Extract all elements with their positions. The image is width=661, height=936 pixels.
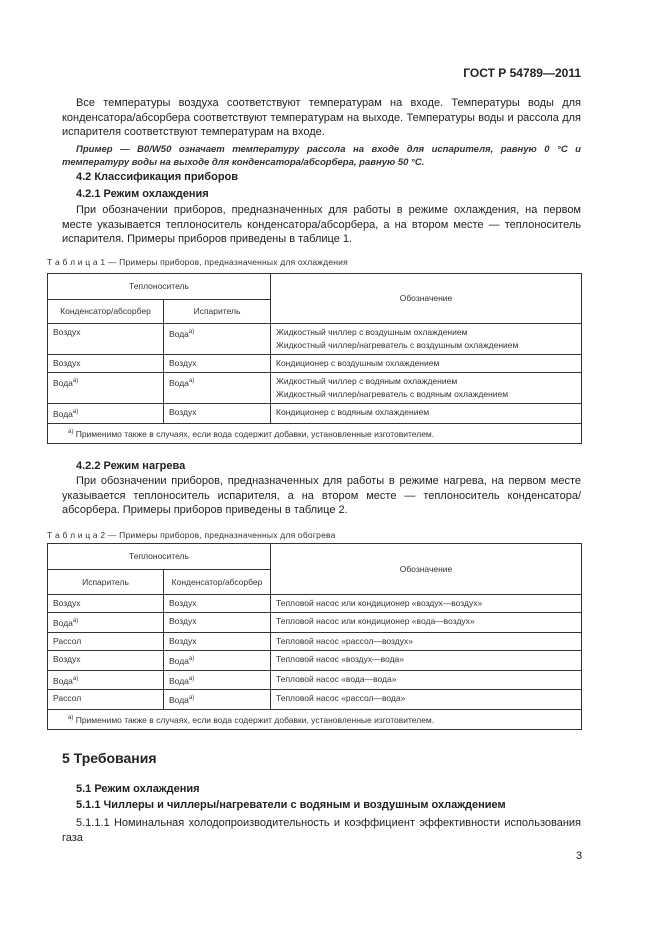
cell-evaporator xyxy=(164,404,271,424)
table-2 xyxy=(47,543,582,730)
cell-condenser xyxy=(164,690,271,710)
heading-4-2: 4.2 Классификация приборов xyxy=(76,171,239,183)
footnote-text: Применимо также в случаях, если вода содержит добавки, установленные изготовителем. xyxy=(75,715,435,726)
cell-condenser xyxy=(164,632,271,650)
designation-line: Кондиционер с водяным охлаждением xyxy=(276,407,430,417)
cell-condenser xyxy=(48,404,164,424)
cell-text: Вода xyxy=(53,617,73,628)
footnote-ref: а) xyxy=(188,329,195,335)
cell-designation xyxy=(271,373,582,404)
cell-condenser xyxy=(48,373,164,404)
header-col2: Конденсатор/абсорбер xyxy=(164,570,271,595)
footnote-ref: а) xyxy=(188,695,195,702)
table-1 xyxy=(47,273,582,444)
cell-evaporator xyxy=(48,595,164,613)
cell-condenser xyxy=(48,324,164,355)
cell-evaporator xyxy=(48,670,164,690)
footnote-ref: а) xyxy=(188,655,195,662)
heading-5-1-1: 5.1.1 Чиллеры и чиллеры/нагреватели с водяным и воздушным охлаждением xyxy=(76,799,506,811)
paragraph: При обозначении приборов, предназначенных для работы в режиме нагрева, на первом месте указывается теплоноситель испарителя, а на втором месте — теплоноситель конденсатора/абсорбера. Примеры приборов приведены в таблице 2. xyxy=(62,475,581,516)
designation-line: Кондиционер с воздушным охлаждением xyxy=(276,358,440,368)
cell-text: Вода xyxy=(53,377,73,388)
footnote-mark: а) xyxy=(68,715,74,722)
cell-condenser xyxy=(48,355,164,373)
cell-designation: Тепловой насос «воздух—вода» xyxy=(271,650,582,670)
cell-evaporator xyxy=(48,650,164,670)
cell-text: Воздух xyxy=(169,635,197,646)
cell-evaporator xyxy=(48,632,164,650)
table-row xyxy=(48,373,582,404)
table-row xyxy=(48,690,582,710)
cell-text: Вода xyxy=(169,377,189,388)
footnote-ref: а) xyxy=(72,675,79,682)
cell-condenser xyxy=(164,670,271,690)
cell-text: Воздух xyxy=(169,616,197,626)
table-row xyxy=(48,632,582,650)
footnote-ref: а) xyxy=(188,675,195,682)
cell-text: Вода xyxy=(53,675,73,686)
footnote-ref: а) xyxy=(72,618,79,624)
header-designation: Обозначение xyxy=(271,274,582,324)
table2-caption: Т а б л и ц а 2 — Примеры приборов, предназначенных для обогрева xyxy=(47,530,336,540)
cell-designation xyxy=(271,404,582,424)
cell-text: Вода xyxy=(169,695,189,706)
footnote-mark: а) xyxy=(68,428,74,435)
cell-designation: Тепловой насос «рассол—воздух» xyxy=(271,632,582,650)
document-header: ГОСТ Р 54789—2011 xyxy=(463,66,581,80)
table-footnote xyxy=(48,423,582,443)
header-group: Теплоноситель xyxy=(48,544,271,570)
designation-line: Жидкостный чиллер/нагреватель с воздушным охлаждением xyxy=(276,340,519,350)
header-designation: Обозначение xyxy=(271,544,582,595)
cell-text: Воздух xyxy=(53,653,81,664)
designation-line: Жидкостный чиллер с водяным охлаждением xyxy=(276,376,458,386)
cell-designation xyxy=(271,355,582,373)
table-row xyxy=(48,404,582,424)
table-row xyxy=(48,613,582,633)
cell-text: Вода xyxy=(53,408,73,419)
cell-designation: Тепловой насос или кондиционер «воздух—воздух» xyxy=(271,595,582,613)
example-note: Пример — B0/W50 означает температуру рассола на входе для испарителя, равную 0 °С и температуру воды на выходе для конденсатора/абсорбера, равную 50 °С. xyxy=(62,144,581,168)
cell-condenser xyxy=(164,650,271,670)
table-row xyxy=(48,595,582,613)
table-row xyxy=(48,355,582,373)
table-footnote xyxy=(48,710,582,730)
cell-text: Воздух xyxy=(53,598,81,608)
heading-4-2-2: 4.2.2 Режим нагрева xyxy=(76,460,186,472)
cell-designation: Тепловой насос «вода—вода» xyxy=(271,670,582,690)
cell-text: Рассол xyxy=(53,635,82,646)
cell-text: Воздух xyxy=(53,327,81,337)
cell-condenser xyxy=(164,613,271,633)
page-number: 3 xyxy=(576,850,583,862)
cell-text: Вода xyxy=(169,328,189,339)
header-col1: Испаритель xyxy=(48,570,164,595)
header-group: Теплоноситель xyxy=(48,274,271,300)
footnote-ref: а) xyxy=(72,409,79,415)
cell-text: Воздух xyxy=(169,407,197,417)
cell-evaporator xyxy=(164,373,271,404)
footnote-text: Применимо также в случаях, если вода содержит добавки, установленные изготовителем. xyxy=(75,428,435,439)
heading-4-2-1: 4.2.1 Режим охлаждения xyxy=(76,188,209,200)
table-row xyxy=(48,324,582,355)
table-row xyxy=(48,650,582,670)
cell-designation xyxy=(271,324,582,355)
cell-condenser xyxy=(164,595,271,613)
cell-text: Вода xyxy=(169,655,189,666)
cell-designation: Тепловой насос или кондиционер «вода—воздух» xyxy=(271,613,582,633)
table-row xyxy=(48,670,582,690)
paragraph: Все температуры воздуха соответствуют температурам на входе. Температуры воды для конденсатора/абсорбера соответствуют температурам на выходе. Температуры воды и рассола для испарителя соответствуют температурам на входе. xyxy=(62,97,581,138)
paragraph: При обозначении приборов, предназначенных для работы в режиме охлаждения, на первом месте указывается теплоноситель конденсатора/абсорбера, а на втором месте — теплоноситель испарителя. Примеры приборов приведены в таблице 1. xyxy=(62,204,581,245)
table1-caption: Т а б л и ц а 1 — Примеры приборов, предназначенных для охлаждения xyxy=(47,257,348,267)
designation-line: Жидкостный чиллер с воздушным охлаждением xyxy=(276,327,468,337)
cell-evaporator xyxy=(48,690,164,710)
cell-text: Вода xyxy=(169,675,189,686)
cell-text: Рассол xyxy=(53,693,82,704)
cell-evaporator xyxy=(48,613,164,633)
cell-text: Воздух xyxy=(169,358,197,368)
heading-5-1: 5.1 Режим охлаждения xyxy=(76,783,200,795)
header-col1: Конденсатор/абсорбер xyxy=(48,300,164,324)
footnote-ref: а) xyxy=(72,378,79,384)
cell-text: Воздух xyxy=(169,598,197,608)
cell-text: Воздух xyxy=(53,358,81,368)
cell-evaporator xyxy=(164,324,271,355)
cell-evaporator xyxy=(164,355,271,373)
cell-designation: Тепловой насос «рассол—вода» xyxy=(271,690,582,710)
heading-5: 5 Требования xyxy=(62,750,157,766)
footnote-ref: а) xyxy=(188,378,195,384)
designation-line: Жидкостный чиллер/нагреватель с водяным охлаждением xyxy=(276,389,509,399)
header-col2: Испаритель xyxy=(164,300,271,324)
paragraph: 5.1.1.1 Номинальная холодопроизводительность и коэффициент эффективности использования газа xyxy=(62,817,581,844)
